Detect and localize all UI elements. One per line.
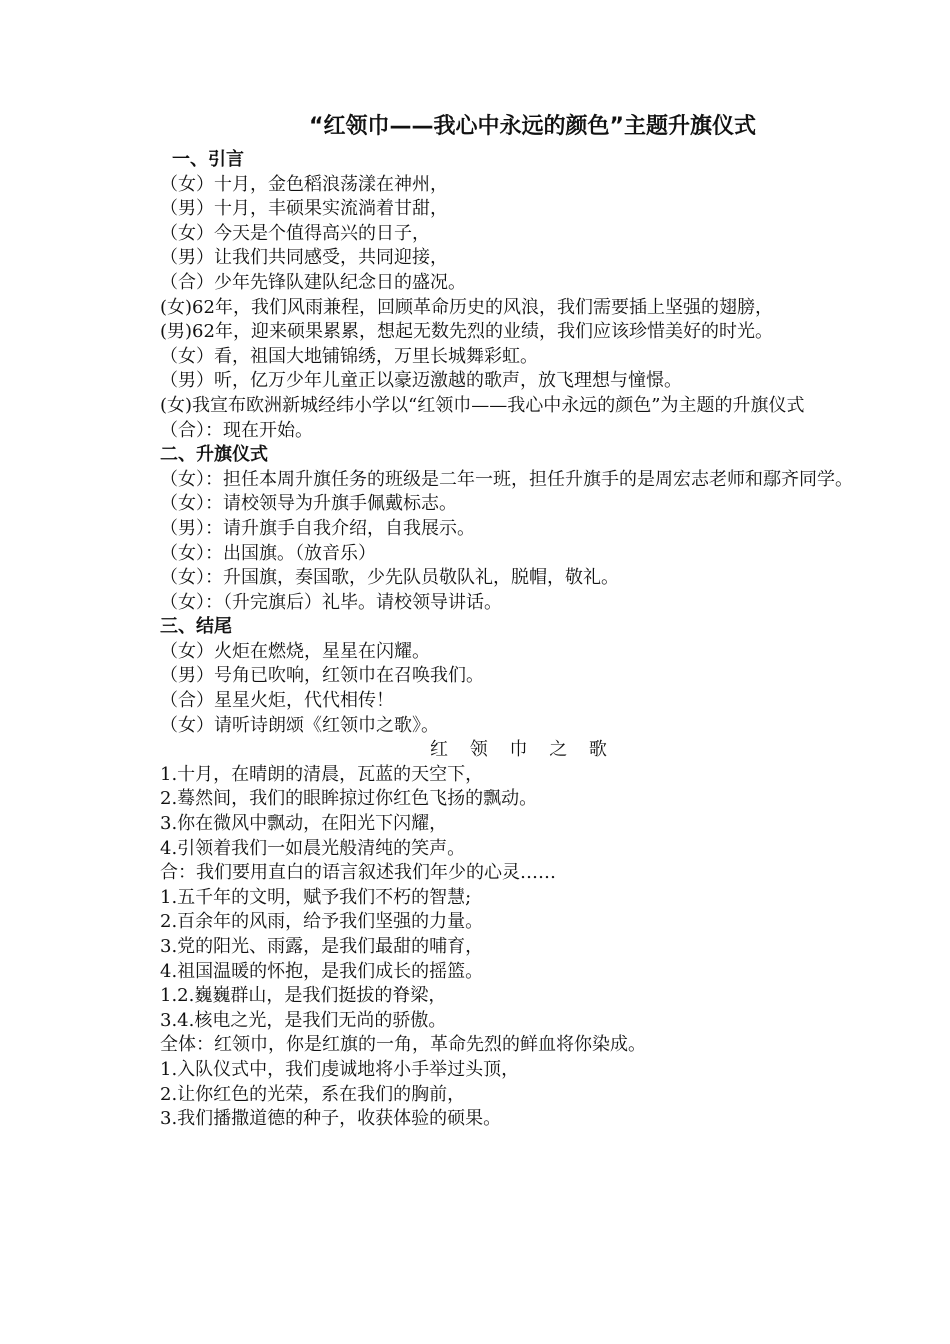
- poem-line: 全体：红领巾，你是红旗的一角，革命先烈的鲜血将你染成。: [160, 1034, 646, 1056]
- text-line: （男）：请升旗手自我介绍，自我展示。: [160, 517, 475, 539]
- poem-line: 3.你在微风中飘动，在阳光下闪耀，: [160, 813, 448, 835]
- text-line: （男）听，亿万少年儿童正以豪迈激越的歌声，放飞理想与憧憬。: [160, 370, 682, 392]
- poem-line: 1.入队仪式中，我们虔诚地将小手举过头顶，: [160, 1058, 520, 1080]
- poem-line: 合：我们要用直白的语言叙述我们年少的心灵……: [160, 862, 556, 884]
- text-line: （合）星星火炬，代代相传！: [160, 690, 394, 712]
- document-page: [160, 110, 865, 1132]
- text-line: （女）：请校领导为升旗手佩戴标志。: [160, 493, 457, 515]
- text-line: (男)62年，迎来硕果累累，想起无数先烈的业绩，我们应该珍惜美好的时光。: [160, 321, 773, 343]
- section-ending-body: [160, 640, 865, 738]
- text-line: （女）今天是个值得高兴的日子，: [160, 222, 430, 244]
- poem-body: [160, 763, 865, 1132]
- poem-line: 1.十月，在晴朗的清晨，瓦蓝的天空下，: [160, 763, 484, 785]
- poem-line: 3.我们播撒道德的种子，收获体验的硕果。: [160, 1108, 502, 1130]
- section-ceremony-body: [160, 468, 865, 616]
- text-line: （女）请听诗朗颂《红领巾之歌》。: [160, 714, 439, 736]
- section-heading-ending: 三、结尾: [160, 616, 232, 638]
- document-title: “红领巾——我心中永远的颜色”主题升旗仪式: [309, 114, 756, 139]
- text-line: （女）：（升完旗后）礼毕。请校领导讲话。: [160, 591, 502, 613]
- poem-title: 红 领 巾 之 歌: [430, 739, 615, 761]
- poem-line: 2.蓦然间，我们的眼眸掠过你红色飞扬的飘动。: [160, 788, 538, 810]
- text-line: （男）号角已吹响，红领巾在召唤我们。: [160, 665, 484, 687]
- poem-line: 3.4.核电之光，是我们无尚的骄傲。: [160, 1009, 447, 1031]
- section-heading-ceremony: 二、升旗仪式: [160, 444, 268, 466]
- poem-line: 1.2.巍巍群山，是我们挺拔的脊梁，: [160, 985, 447, 1007]
- text-line: （女）：出国旗。（放音乐）: [160, 542, 376, 564]
- poem-line: 4.祖国温暖的怀抱，是我们成长的摇篮。: [160, 960, 484, 982]
- poem-line: 4.引领着我们一如晨光般清纯的笑声。: [160, 837, 466, 859]
- text-line: (女)我宣布欧洲新城经纬小学以“红领巾——我心中永远的颜色”为主题的升旗仪式: [160, 394, 805, 416]
- text-line: (女)62年，我们风雨兼程，回顾革命历史的风浪，我们需要插上坚强的翅膀，: [160, 296, 773, 318]
- poem-line: 1.五千年的文明，赋予我们不朽的智慧;: [160, 886, 472, 908]
- text-line: （女）十月，金色稻浪荡漾在神州，: [160, 173, 448, 195]
- text-line: （女）火炬在燃烧，星星在闪耀。: [160, 640, 430, 662]
- text-line: （男）十月，丰硕果实流淌着甘甜，: [160, 198, 448, 220]
- text-line: （女）看，祖国大地铺锦绣，万里长城舞彩虹。: [160, 345, 538, 367]
- text-line: （合）：现在开始。: [160, 419, 313, 441]
- text-line: （男）让我们共同感受，共同迎接，: [160, 247, 448, 269]
- poem-line: 3.党的阳光、雨露，是我们最甜的哺育，: [160, 936, 484, 957]
- poem-line: 2.让你红色的光荣，系在我们的胸前，: [160, 1083, 466, 1105]
- poem-line: 2.百余年的风雨，给予我们坚强的力量。: [160, 911, 484, 933]
- section-heading-intro: 一、引言: [172, 149, 244, 170]
- section-intro-body: [160, 173, 865, 444]
- text-line: （合）少年先锋队建队纪念日的盛况。: [160, 271, 466, 293]
- text-line: （女）：升国旗，奏国歌，少先队员敬队礼，脱帽，敬礼。: [160, 567, 619, 589]
- text-line: （女）：担任本周升旗任务的班级是二年一班，担任升旗手的是周宏志老师和鄢齐同学。: [160, 468, 853, 490]
